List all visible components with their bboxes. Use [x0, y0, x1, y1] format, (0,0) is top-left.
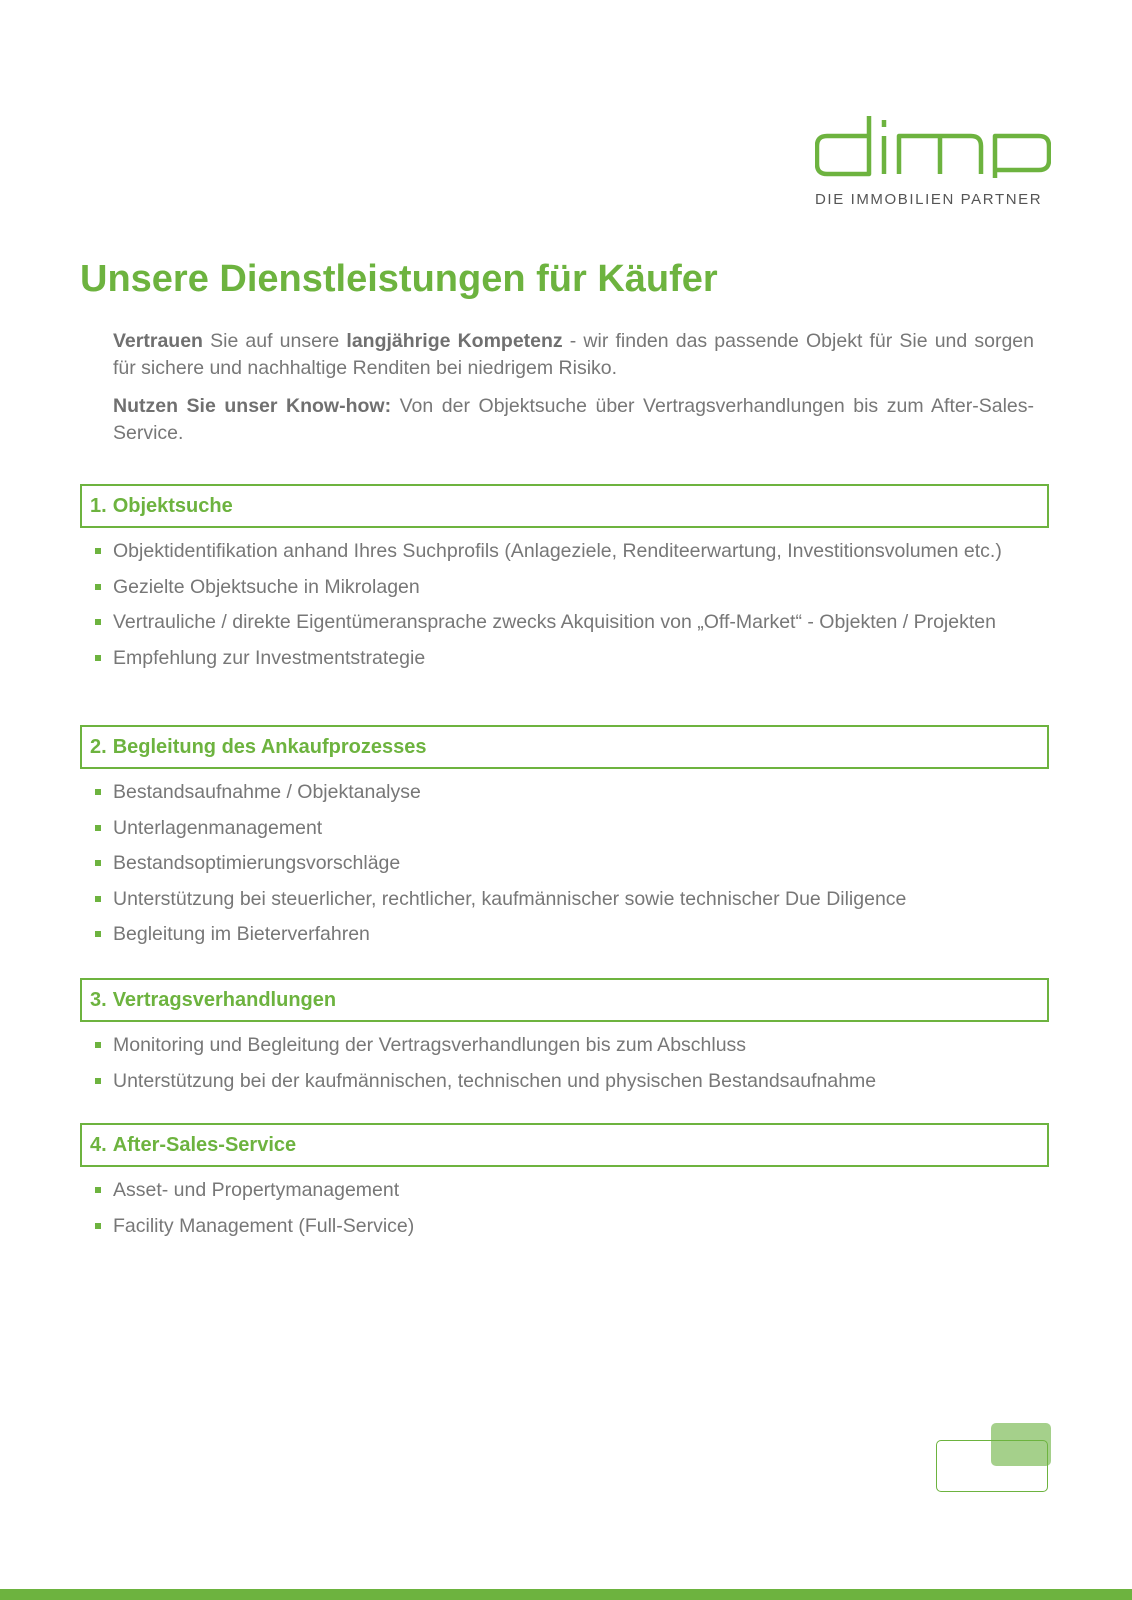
list-item — [95, 1068, 1045, 1095]
company-logo — [815, 116, 1055, 211]
bullet-square-icon — [95, 1187, 101, 1193]
intro-text-segment: Sie auf unsere — [202, 330, 347, 352]
footer-accent-bar — [0, 1589, 1132, 1600]
bullet-square-icon — [95, 655, 101, 661]
intro-bold-competence: langjährige Kompetenz — [346, 330, 563, 352]
logo-tagline: DIE IMMOBILIEN PARTNER — [815, 191, 1043, 208]
bullet-square-icon — [95, 548, 101, 554]
intro-bold-knowhow: Nutzen Sie unser Know-how: — [113, 395, 392, 417]
section-number: 2. — [90, 735, 107, 758]
section-heading-after-sales — [80, 1123, 1049, 1167]
section-heading-ankaufprozess — [80, 725, 1049, 769]
list-item-text: Gezielte Objektsuche in Mikrolagen — [113, 575, 420, 598]
bullet-square-icon — [95, 789, 101, 795]
intro-text-segment: Von der Objektsuche über Vertragsverhandlungen bis zum After-Sales-Service. — [113, 395, 1034, 444]
section-list-after-sales — [95, 1177, 1045, 1248]
section-title: Vertragsverhandlungen — [112, 988, 337, 1011]
bullet-square-icon — [95, 896, 101, 902]
page-title: Unsere Dienstleistungen für Käufer — [80, 258, 718, 300]
list-item — [95, 850, 1045, 877]
list-item-text: Vertrauliche / direkte Eigentümeransprache zwecks Akquisition von „Off-Market“ - Objekten / Projekten — [113, 611, 996, 633]
section-number: 3. — [90, 988, 107, 1011]
list-item-text: Empfehlung zur Investmentstrategie — [113, 646, 426, 669]
decorative-outline-rectangle — [936, 1440, 1048, 1492]
section-heading-vertragsverhandlungen — [80, 978, 1049, 1022]
list-item-text: Monitoring und Begleitung der Vertragsverhandlungen bis zum Abschluss — [113, 1034, 747, 1056]
list-item — [95, 1213, 1045, 1240]
list-item — [95, 779, 1045, 806]
section-list-ankaufprozess — [95, 779, 1045, 957]
bullet-square-icon — [95, 825, 101, 831]
list-item — [95, 886, 1045, 913]
intro-paragraph-2 — [113, 393, 1034, 447]
section-number: 1. — [90, 494, 107, 517]
list-item — [95, 1177, 1045, 1204]
section-number: 4. — [90, 1133, 107, 1156]
section-heading-objektsuche — [80, 484, 1049, 528]
list-item-text: Asset- und Propertymanagement — [113, 1179, 400, 1201]
section-title: After-Sales-Service — [112, 1133, 297, 1156]
list-item — [95, 1032, 1045, 1059]
bullet-square-icon — [95, 619, 101, 625]
list-item — [95, 538, 1045, 565]
list-item — [95, 921, 1045, 948]
bullet-square-icon — [95, 1078, 101, 1084]
intro-text — [113, 328, 1034, 458]
section-title: Begleitung des Ankaufprozesses — [112, 735, 427, 758]
bullet-square-icon — [95, 931, 101, 937]
list-item — [95, 609, 1045, 636]
list-item-text: Bestandsaufnahme / Objektanalyse — [113, 781, 421, 803]
list-item-text: Bestandsoptimierungsvorschläge — [113, 852, 401, 874]
list-item — [95, 574, 1045, 601]
dimp-wordmark-logo — [815, 116, 1051, 178]
list-item-text: Unterstützung bei der kaufmännischen, technischen und physischen Bestandsaufnahme — [113, 1069, 877, 1092]
intro-bold-trust: Vertrauen — [113, 330, 203, 352]
bullet-square-icon — [95, 1223, 101, 1229]
bullet-square-icon — [95, 584, 101, 590]
list-item — [95, 815, 1045, 842]
list-item-text: Unterstützung bei steuerlicher, rechtlicher, kaufmännischer sowie technischer Due Diligence — [113, 887, 907, 910]
bullet-square-icon — [95, 860, 101, 866]
intro-text-segment: - wir finden das passende Objekt für Sie und sorgen für sichere und nachhaltige Renditen bei niedrigem Risiko. — [113, 330, 1034, 379]
section-list-objektsuche — [95, 538, 1045, 680]
intro-paragraph-1 — [113, 328, 1034, 382]
list-item — [95, 645, 1045, 672]
list-item-text: Facility Management (Full-Service) — [113, 1214, 415, 1237]
section-title: Objektsuche — [112, 494, 233, 517]
list-item-text: Objektidentifikation anhand Ihres Suchprofils (Anlageziele, Renditeerwartung, Investitionsvolumen etc.) — [113, 540, 1002, 562]
bullet-square-icon — [95, 1042, 101, 1048]
list-item-text: Unterlagenmanagement — [113, 816, 323, 839]
section-list-vertragsverhandlungen — [95, 1032, 1045, 1103]
list-item-text: Begleitung im Bieterverfahren — [113, 923, 370, 945]
